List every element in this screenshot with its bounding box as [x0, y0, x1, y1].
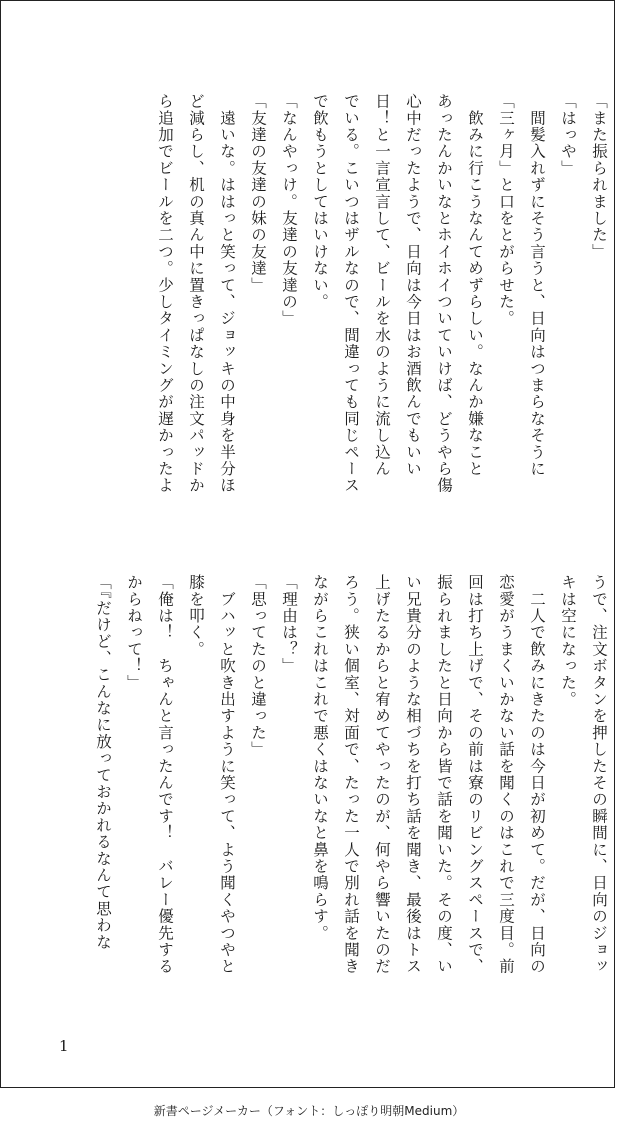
- text-column: ブハッと吹き出すように笑って、よう聞くやつやと: [218, 574, 236, 975]
- upper-text-block: [149, 93, 614, 511]
- text-column: 上げたるからと宥めてやったのが、何やら響いたのだ: [373, 574, 391, 975]
- text-column: 「はっや」: [559, 93, 577, 177]
- text-column: からねって！」: [125, 574, 143, 691]
- text-column: 膝を叩く。: [187, 574, 205, 658]
- footer-caption: 新書ページメーカー（フォント：しっぽり明朝Medium）: [153, 1104, 465, 1118]
- text-column: キは空になった。: [559, 574, 577, 708]
- text-column: 二人で飲みにきたのは今日が初めて。だが、日向の: [528, 574, 546, 975]
- text-column: ながらこれはこれで悪くはないなと鼻を鳴らす。: [311, 574, 329, 942]
- text-column: うで、注文ボタンを押したその瞬間に、日向のジョッ: [590, 574, 608, 975]
- text-column: 日！と一言宣言して、ビールを水のように流し込ん: [373, 93, 391, 478]
- text-column: 「三ヶ月」と口をとがらせた。: [497, 93, 515, 327]
- text-column: 回は打ち上げで、その前は寮のリビングスペースで、: [466, 574, 484, 975]
- text-column: ど減らし、机の真ん中に置きっぱなしの注文パッドか: [187, 93, 205, 494]
- text-column: 遠いな。ははっと笑って、ジョッキの中身を半分ほ: [218, 93, 236, 494]
- text-column: 「友達の友達の妹の友達」: [249, 93, 267, 294]
- lower-text-block: [87, 574, 614, 992]
- text-column: ろう。狭い個室、対面で、たった一人で別れ話を聞き: [342, 574, 360, 975]
- text-column: 飲みに行こうなんてめずらしい。なんか嫌なこと: [466, 93, 484, 478]
- text-column: でいる。こいつはザルなので、間違っても同じペース: [342, 93, 360, 494]
- text-column: あったんかいなとホイホイついていけば、どうやら傷: [435, 93, 453, 494]
- text-column: 「思ってたのと違った」: [249, 574, 267, 758]
- text-column: 振られましたと日向から皆で話を聞いた。その度、い: [435, 574, 453, 975]
- text-column: 心中だったようで、日向は今日はお酒飲んでもいい: [404, 93, 422, 478]
- text-column: 「理由は？」: [280, 574, 298, 675]
- text-column: 「また振られました」: [590, 93, 608, 260]
- text-column: 恋愛がうまくいかない話を聞くのはこれで三度目。前: [497, 574, 515, 975]
- text-column: 「『だけど、こんなに放っておかれるなんて思わな: [94, 574, 112, 951]
- text-column: 「俺は！ ちゃんと言ったんです！ バレー優先する: [156, 574, 174, 975]
- text-column: ら追加でビールを二つ。少しタイミングが遅かったよ: [156, 93, 174, 494]
- text-column: で飲もうとしてはいけない。: [311, 93, 329, 311]
- text-column: 「なんやっけ。友達の友達の」: [280, 93, 298, 327]
- text-column: い兄貴分のような相づちを打ち話を聞き、最後はトス: [404, 574, 422, 975]
- text-column: 間髪入れずにそう言うと、日向はつまらなそうに: [528, 93, 546, 478]
- page-number: 1: [59, 1037, 69, 1055]
